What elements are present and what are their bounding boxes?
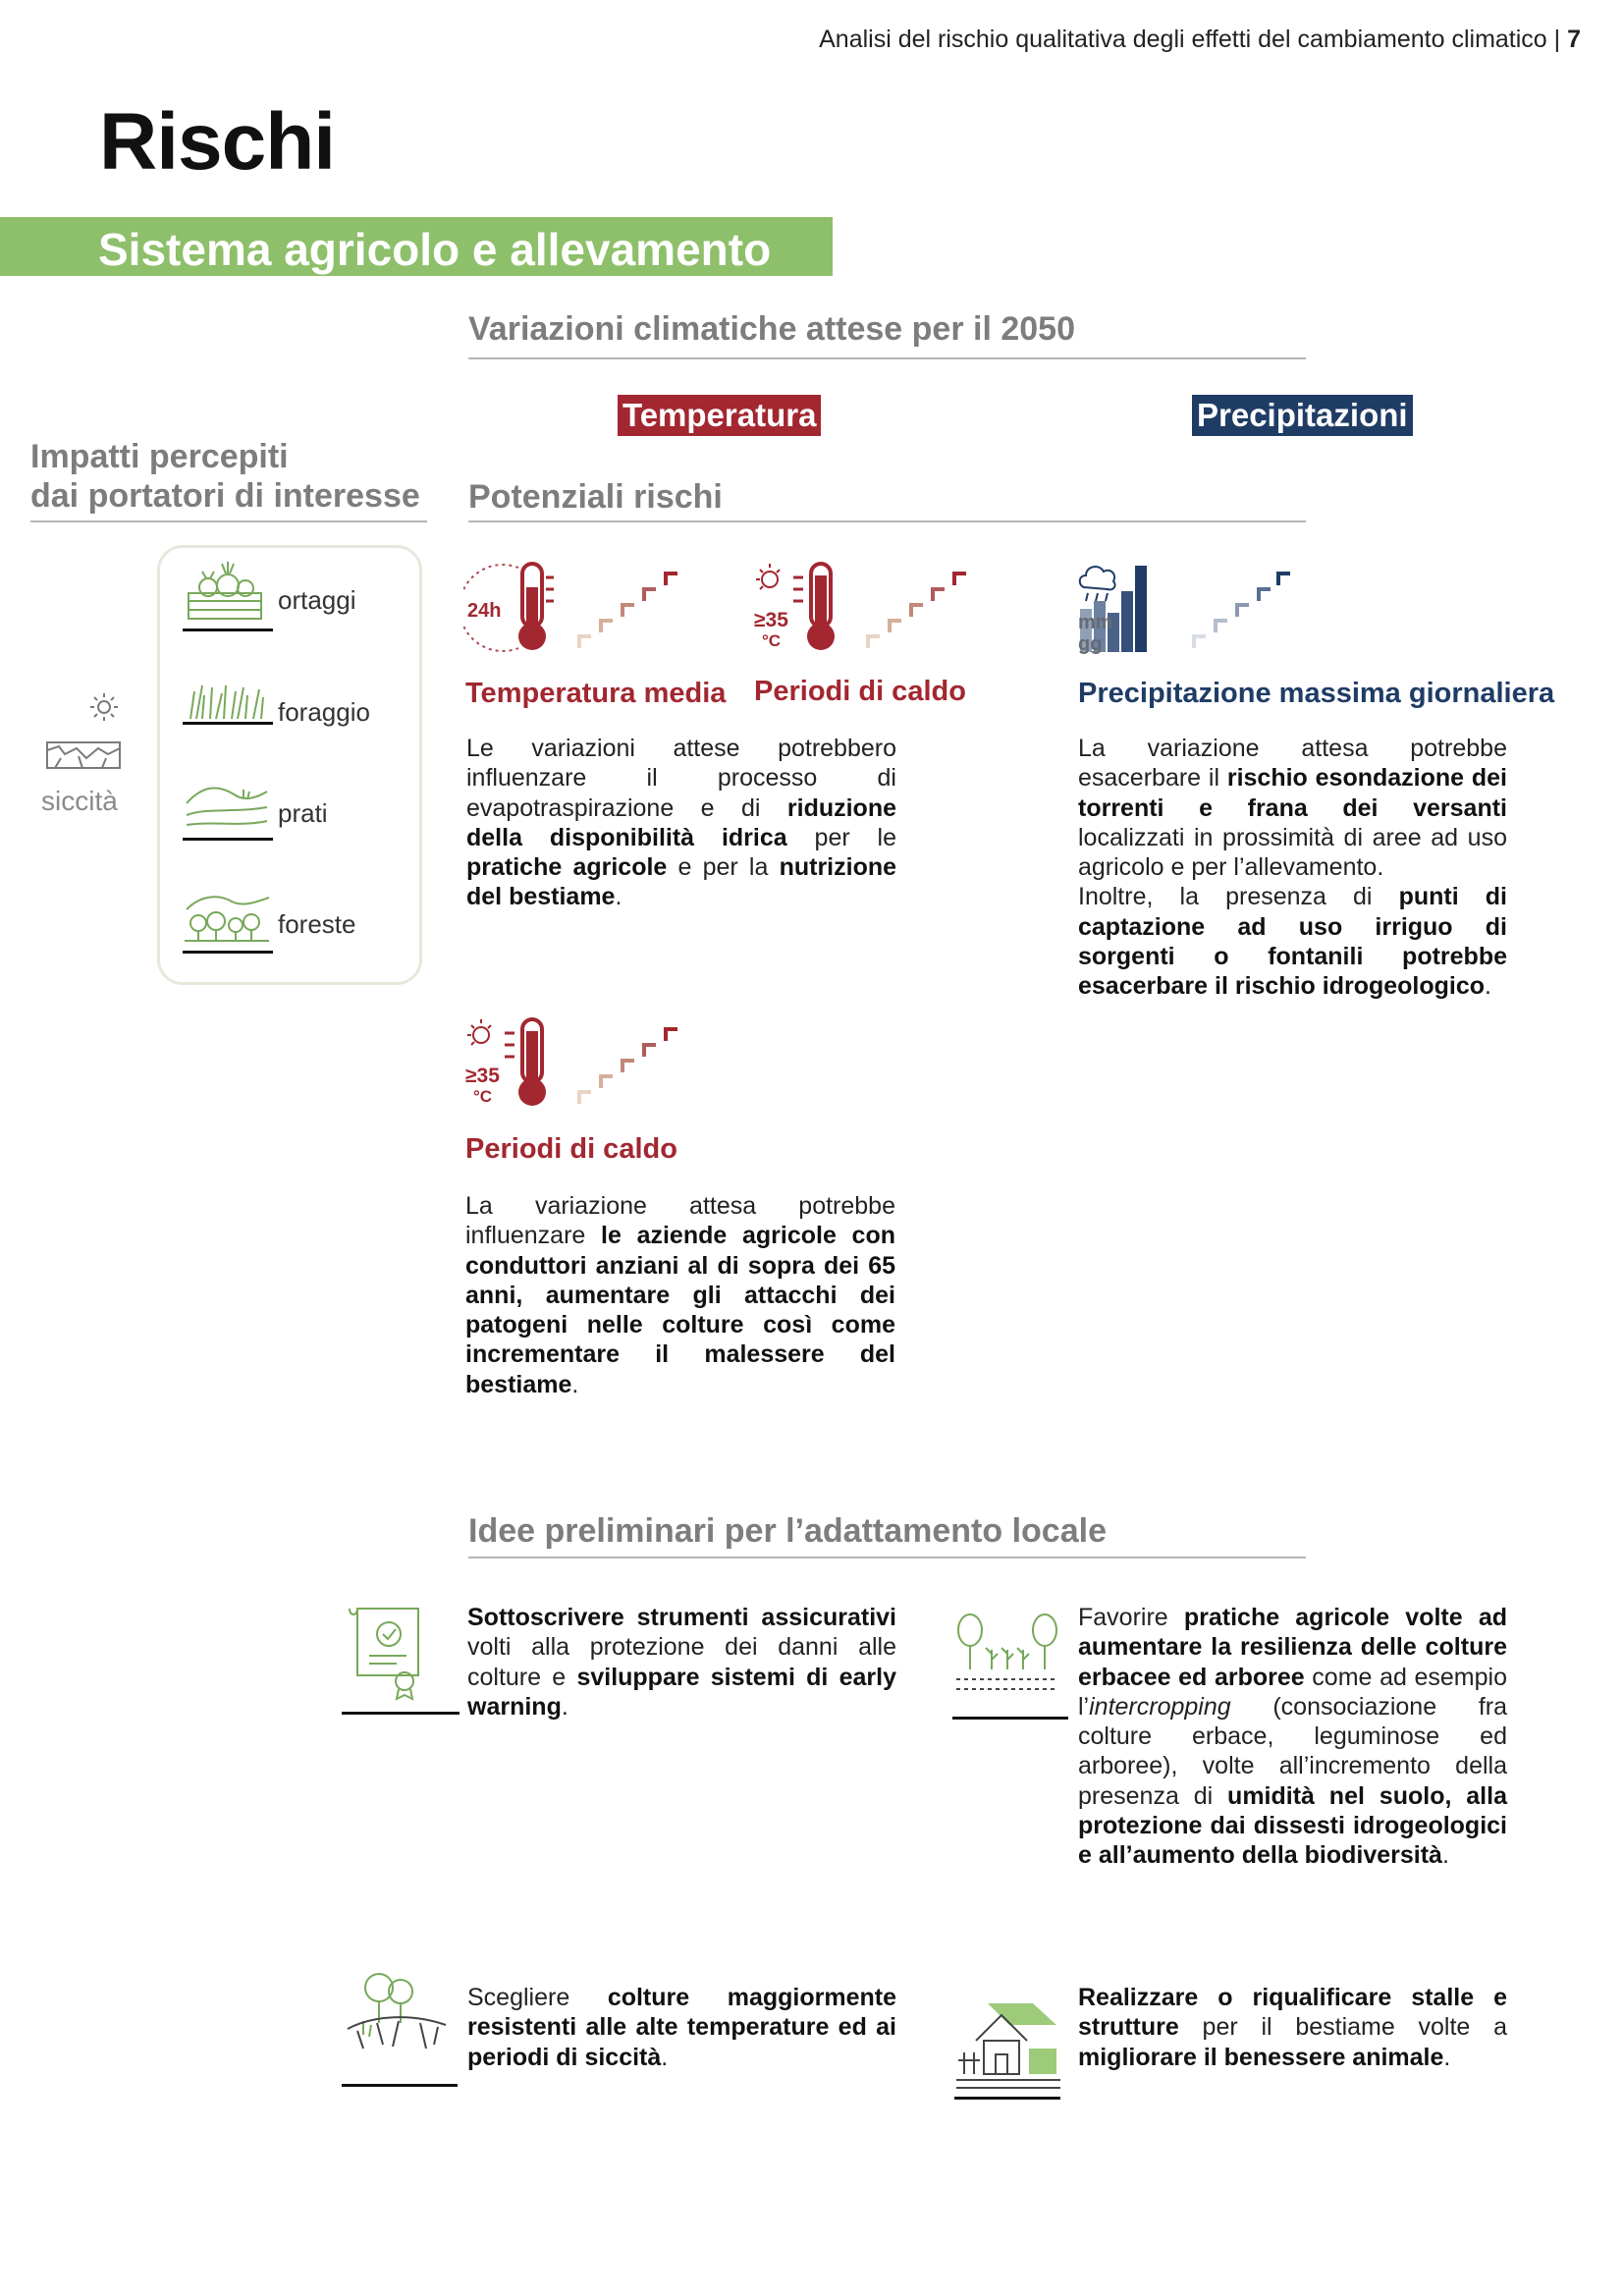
hazard-label: siccità	[41, 786, 118, 816]
adaptation-measure: Favorire pratiche agricole volte ad aumentare la resilienza delle colture erbacee ed arboree come ad esempio l’intercropping (consociazione fra colture erbace, leguminose ed arboree), volte all’incremento della presenza di umidità nel suolo, alla protezione dai dissesti idrogeologici e all’aumento della biodiversità.	[1078, 1604, 1507, 1870]
precipitation-tag: Precipitazioni	[1192, 395, 1413, 436]
threshold-label: ≥35	[465, 1065, 500, 1087]
forest-underline	[183, 951, 273, 954]
adaptation-measure: Scegliere colture maggiormente resistenti alle alte temperature ed ai periodi di siccità.	[467, 1984, 896, 2071]
adaptation-rule	[468, 1557, 1306, 1558]
meadow-underline	[183, 838, 273, 841]
unit-bottom-label: gg	[1078, 633, 1103, 655]
variations-rule	[468, 357, 1306, 359]
page-title: Rischi	[99, 97, 336, 187]
stakeholder-heading	[30, 437, 420, 516]
risk-description: Le variazioni attese potrebbero influenzare il processo di evapotraspirazione e di riduzione della disponibilità idrica per le pratiche agricole e per la nutrizione del bestiame.	[466, 735, 897, 911]
adaptation-heading: Idee preliminari per l’adattamento locale	[468, 1512, 1107, 1550]
meadow-icon	[183, 778, 271, 838]
threshold-label: ≥35	[754, 609, 788, 631]
risk-title: Precipitazione massima giornaliera	[1078, 678, 1555, 709]
stakeholder-rule	[30, 520, 427, 522]
stakeholder-heading-line2: dai portatori di interesse	[30, 477, 420, 515]
hours-label: 24h	[467, 600, 502, 622]
unit-top-label: mm	[1078, 612, 1113, 633]
resistant-crops-underline	[342, 2084, 458, 2087]
section-band	[0, 217, 833, 276]
running-title: Analisi del rischio qualitativa degli effetti del cambiamento climatico |	[819, 26, 1568, 53]
section-title: Sistema agricolo e allevamento	[98, 224, 772, 275]
risks-rule	[468, 520, 1306, 522]
page-number: 7	[1567, 26, 1581, 53]
max-precipitation-icon	[1076, 558, 1292, 661]
risk-description: La variazione attesa potrebbe influenzare le aziende agricole con conduttori anziani al di sopra dei 65 anni, aumentare gli attacchi dei patogeni nelle colture così come incrementare il malessere del bestiame.	[465, 1192, 895, 1398]
threshold-unit: °C	[762, 631, 782, 650]
impact-item: foreste	[278, 909, 356, 939]
intercropping-icon	[952, 1605, 1060, 1708]
forest-icon	[183, 890, 271, 950]
stakeholder-heading-line1: Impatti percepiti	[30, 438, 289, 475]
adaptation-measure: Sottoscrivere strumenti assicurativi volti alla protezione dei danni alle colture e sviluppare sistemi di early warning.	[467, 1604, 896, 1721]
average-temperature-icon	[463, 558, 679, 661]
heat-periods-icon	[752, 558, 968, 661]
resistant-crops-icon	[344, 1966, 461, 2069]
fodder-icon	[183, 682, 271, 726]
impact-item: ortaggi	[278, 585, 356, 615]
temperature-tag: Temperatura	[618, 395, 821, 436]
threshold-unit: °C	[473, 1087, 493, 1106]
insurance-underline	[342, 1712, 460, 1715]
adaptation-measure: Realizzare o riqualificare stalle e strutture per il bestiame volte a migliorare il benessere animale.	[1078, 1984, 1507, 2071]
fodder-underline	[183, 722, 273, 725]
impact-item: prati	[278, 798, 328, 828]
risk-title: Temperatura media	[465, 678, 727, 709]
barn-icon	[954, 1997, 1064, 2101]
impact-item: foraggio	[278, 697, 370, 727]
vegetables-underline	[183, 629, 273, 631]
risk-title: Periodi di caldo	[465, 1133, 677, 1165]
running-header	[819, 26, 1581, 54]
variations-heading: Variazioni climatiche attese per il 2050	[468, 310, 1075, 348]
barn-underline	[954, 2097, 1060, 2100]
intercropping-underline	[952, 1717, 1068, 1720]
heat-periods-icon	[463, 1013, 679, 1117]
risk-description: La variazione attesa potrebbe esacerbare il rischio esondazione dei torrenti e frana dei versanti localizzati in prossimità di aree ad uso agricolo e per l’allevamento. Inoltre, la presenza di punti di captazione ad uso irriguo di sorgenti o fontanili potrebbe esacerbare il rischio idrogeologico.	[1078, 735, 1507, 1001]
risks-heading: Potenziali rischi	[468, 478, 723, 516]
insurance-certificate-icon	[344, 1603, 432, 1706]
vegetables-icon	[183, 560, 271, 629]
drought-icon	[43, 689, 124, 777]
risk-title: Periodi di caldo	[754, 676, 966, 707]
